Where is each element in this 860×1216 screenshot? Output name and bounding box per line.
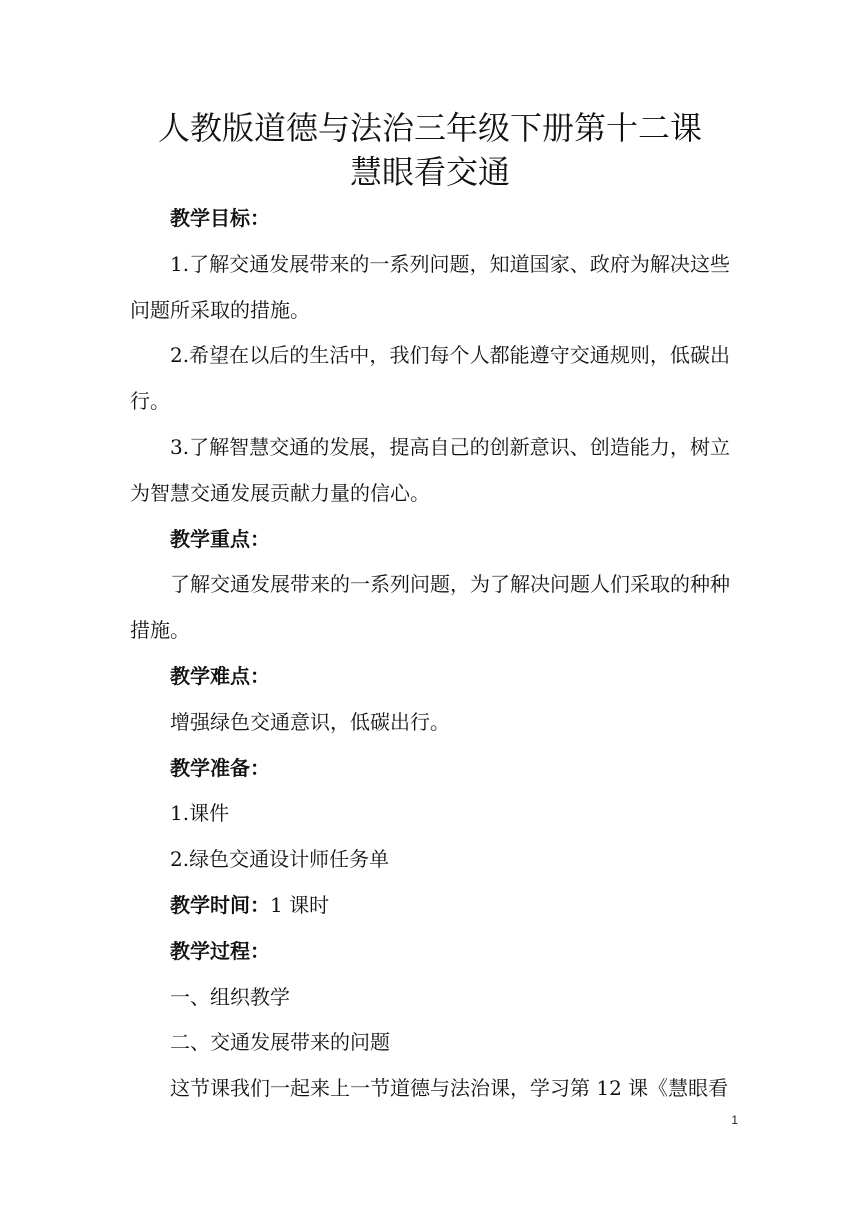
preparation-heading: 教学准备： [170, 755, 270, 780]
teaching-time-line [130, 883, 730, 929]
preparation-item-1: 1.课件 [170, 801, 230, 826]
teaching-time-heading: 教学时间： [170, 892, 270, 917]
process-intro: 这节课我们一起来上一节道德与法治课，学习第 12 课《慧眼看 [170, 1076, 729, 1101]
preparation-item-2: 2.绿色交通设计师任务单 [170, 847, 390, 872]
document-title-line2: 慧眼看交通 [349, 153, 510, 191]
objective-1: 1.了解交通发展带来的一系列问题，知道国家、政府为解决这些问题所采取的措施。 [130, 251, 730, 322]
key-points-heading: 教学重点： [170, 526, 270, 551]
teaching-time-value: 1 课时 [270, 892, 330, 917]
difficulties-text: 增强绿色交通意识，低碳出行。 [170, 709, 450, 734]
difficulties-heading: 教学难点： [170, 663, 270, 688]
key-points-text: 了解交通发展带来的一系列问题，为了解决问题人们采取的种种措施。 [130, 572, 730, 643]
document-title-line1: 人教版道德与法治三年级下册第十二课 [157, 109, 702, 147]
process-heading: 教学过程： [170, 938, 270, 963]
objective-2: 2.希望在以后的生活中，我们每个人都能遵守交通规则，低碳出行。 [130, 343, 730, 414]
page-number: 1 [731, 1113, 738, 1127]
process-step-2: 二、交通发展带来的问题 [170, 1030, 390, 1055]
document-body [130, 196, 730, 1112]
objective-3: 3.了解智慧交通的发展，提高自己的创新意识、创造能力，树立为智慧交通发展贡献力量的信心。 [130, 434, 730, 505]
process-step-1: 一、组织教学 [170, 984, 290, 1009]
objectives-heading: 教学目标： [170, 206, 270, 230]
